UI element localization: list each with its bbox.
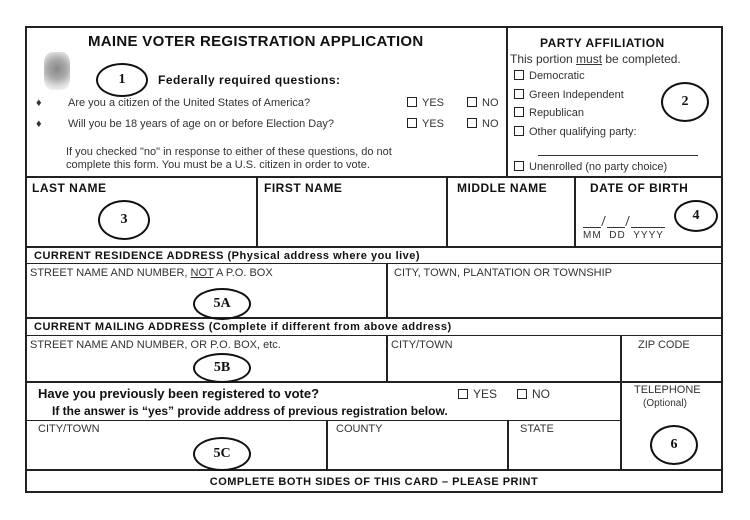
age-question: Will you be 18 years of age on or before Election Day? <box>68 118 334 130</box>
annotation-5b: 5B <box>193 353 251 383</box>
citizen-yes-checkbox[interactable]: YES <box>407 97 444 109</box>
dob-input[interactable] <box>580 214 670 228</box>
divider <box>25 317 723 319</box>
previous-county-label: COUNTY <box>336 423 383 435</box>
divider <box>256 176 258 247</box>
citizen-question: Are you a citizen of the United States of America? <box>68 97 311 109</box>
telephone-label: TELEPHONE <box>634 384 701 396</box>
divider <box>326 420 328 470</box>
first-name-input[interactable] <box>262 196 442 244</box>
annotation-6: 6 <box>650 425 698 465</box>
middle-name-input[interactable] <box>452 196 570 244</box>
annotation-5a: 5A <box>193 288 251 320</box>
annotation-2: 2 <box>661 82 709 122</box>
previous-instruction: If the answer is “yes” provide address of previous registration below. <box>52 404 448 418</box>
party-green-checkbox[interactable]: Green Independent <box>514 89 624 101</box>
residence-city-input[interactable] <box>390 282 720 316</box>
divider <box>506 26 508 178</box>
dob-format: MM DD YYYY <box>583 230 664 241</box>
divider <box>574 176 576 247</box>
divider <box>386 336 388 382</box>
party-subheading: This portion must be completed. <box>510 52 681 66</box>
previous-no-checkbox[interactable]: NO <box>517 387 550 401</box>
party-heading: PARTY AFFILIATION <box>540 36 665 50</box>
party-unenrolled-checkbox[interactable]: Unenrolled (no party choice) <box>514 161 667 173</box>
previous-state-label: STATE <box>520 423 554 435</box>
first-name-label: FIRST NAME <box>264 181 343 195</box>
divider <box>507 420 509 470</box>
footer-instruction: COMPLETE BOTH SIDES OF THIS CARD – PLEASE PRINT <box>209 476 539 488</box>
annotation-5c: 5C <box>193 437 251 471</box>
citizen-no-checkbox[interactable]: NO <box>467 97 499 109</box>
mailing-zip-input[interactable] <box>624 353 722 380</box>
divider <box>25 176 723 178</box>
residence-city-label: CITY, TOWN, PLANTATION OR TOWNSHIP <box>394 267 612 279</box>
residence-heading: CURRENT RESIDENCE ADDRESS (Physical address where you live) <box>34 250 421 262</box>
maine-seal-icon <box>44 52 70 90</box>
previous-question: Have you previously been registered to vote? <box>38 386 320 401</box>
middle-name-label: MIDDLE NAME <box>457 181 548 195</box>
previous-city-label: CITY/TOWN <box>38 423 100 435</box>
divider <box>446 176 448 247</box>
previous-yes-checkbox[interactable]: YES <box>458 387 497 401</box>
federal-heading: Federally required questions: <box>158 73 341 87</box>
divider <box>25 335 723 336</box>
last-name-label: LAST NAME <box>32 181 107 195</box>
divider <box>25 246 723 248</box>
mailing-zip-label: ZIP CODE <box>638 339 690 351</box>
previous-state-input[interactable] <box>511 437 618 468</box>
federal-note: complete this form. You must be a U.S. citizen in order to vote. <box>66 159 370 171</box>
party-other-checkbox[interactable]: Other qualifying party: <box>514 126 637 138</box>
age-yes-checkbox[interactable]: YES <box>407 118 444 130</box>
divider <box>25 263 723 264</box>
divider <box>620 336 622 470</box>
bullet-icon: ♦ <box>36 118 42 130</box>
divider <box>25 420 621 421</box>
annotation-3: 3 <box>98 200 150 240</box>
mailing-city-input[interactable] <box>390 353 618 380</box>
previous-city-input[interactable] <box>28 437 324 468</box>
previous-county-input[interactable] <box>330 437 505 468</box>
age-no-checkbox[interactable]: NO <box>467 118 499 130</box>
telephone-optional: (Optional) <box>643 398 687 409</box>
annotation-1: 1 <box>96 63 148 97</box>
divider <box>25 381 723 383</box>
mailing-street-label: STREET NAME AND NUMBER, OR P.O. BOX, etc. <box>30 339 281 351</box>
party-democratic-checkbox[interactable]: Democratic <box>514 70 585 82</box>
divider <box>386 264 388 318</box>
mailing-heading: CURRENT MAILING ADDRESS (Complete if different from above address) <box>34 321 452 333</box>
party-republican-checkbox[interactable]: Republican <box>514 107 584 119</box>
annotation-4: 4 <box>674 200 718 232</box>
federal-note: If you checked "no" in response to either of these questions, do not <box>66 146 392 158</box>
form-title: MAINE VOTER REGISTRATION APPLICATION <box>88 33 424 50</box>
dob-label: DATE OF BIRTH <box>590 181 689 195</box>
divider <box>25 469 723 471</box>
bullet-icon: ♦ <box>36 97 42 109</box>
other-party-input[interactable] <box>538 155 698 156</box>
mailing-city-label: CITY/TOWN <box>391 339 453 351</box>
residence-street-label: STREET NAME AND NUMBER, NOT A P.O. BOX <box>30 267 273 279</box>
